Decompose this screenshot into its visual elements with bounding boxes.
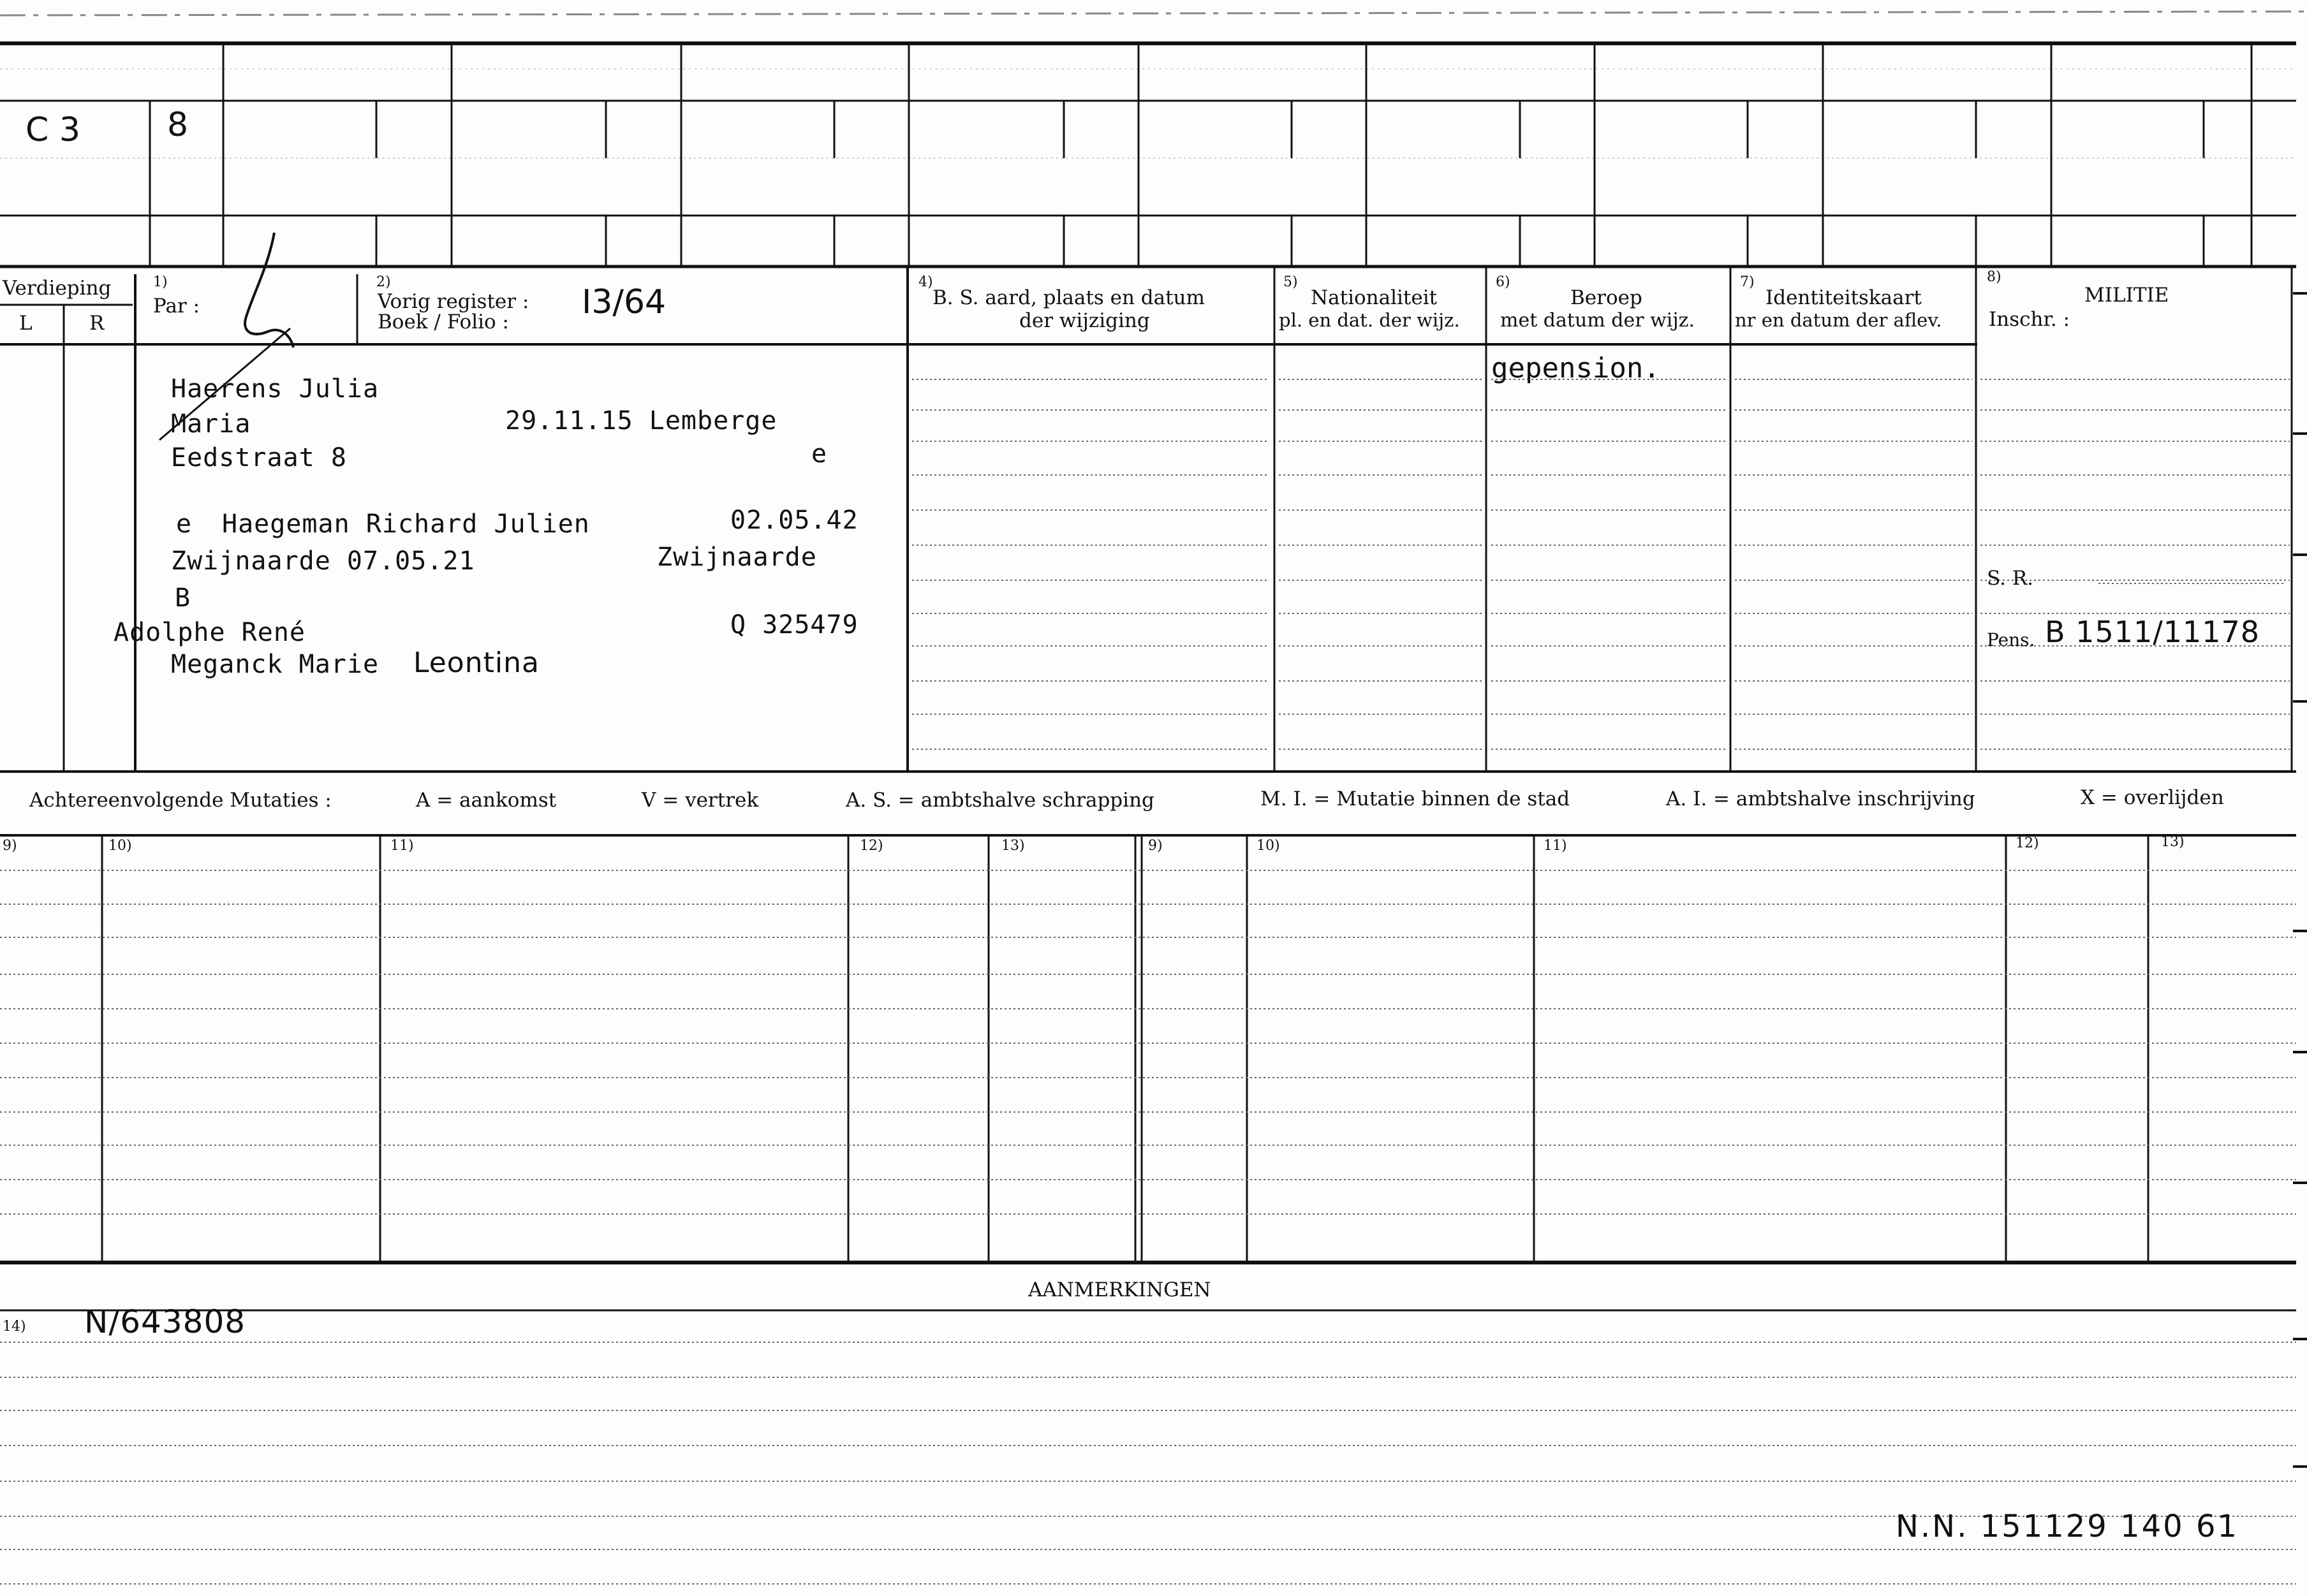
father-name: Adolphe René xyxy=(114,618,306,647)
identiteit-line1: Identiteitskaart xyxy=(1765,286,1922,309)
mutaties-label: Achtereenvolgende Mutaties : xyxy=(29,789,332,812)
person-name-line2: Maria xyxy=(171,409,251,439)
nationaliteit-line1: Nationaliteit xyxy=(1311,286,1438,309)
mutation-column-number: 9) xyxy=(1148,838,1163,854)
note-8: 8) xyxy=(1987,269,2001,285)
note-2: 2) xyxy=(376,274,391,290)
bs-header-line1: B. S. aard, plaats en datum xyxy=(932,286,1205,309)
mutation-column-number: 12) xyxy=(2016,835,2039,851)
note-4: 4) xyxy=(918,274,933,290)
vorig-register-label: Vorig register : xyxy=(378,290,529,313)
mutation-column-number: 11) xyxy=(1544,838,1567,854)
mark-b: B xyxy=(175,583,191,613)
legend-aankomst: A = aankomst xyxy=(416,789,557,812)
mutation-column-number: 13) xyxy=(1001,838,1025,854)
note-1: 1) xyxy=(153,274,168,290)
beroep-line1: Beroep xyxy=(1570,286,1642,309)
nationaliteit-line2: pl. en dat. der wijz. xyxy=(1279,309,1460,331)
spouse-name: Haegeman Richard Julien xyxy=(222,509,590,539)
par-label: Par : xyxy=(153,295,200,318)
mark-e: e xyxy=(811,439,828,469)
mother-name-typed: Meganck Marie xyxy=(171,650,380,679)
column-l-label: L xyxy=(19,312,33,335)
birth-date-place: 29.11.15 Lemberge xyxy=(505,406,778,436)
aanmerkingen-title: AANMERKINGEN xyxy=(1028,1278,1211,1301)
mutation-column-number: 10) xyxy=(108,838,132,854)
note-5: 5) xyxy=(1283,274,1298,290)
spouse-birth: Zwijnaarde 07.05.21 xyxy=(171,546,475,576)
aanmerkingen-entry: N/643808 xyxy=(84,1303,246,1340)
mutation-column-number: 11) xyxy=(390,838,414,854)
legend-ambtshalve-schrapping: A. S. = ambtshalve schrapping xyxy=(846,789,1154,812)
legend-overlijden: X = overlijden xyxy=(2081,786,2224,809)
mutation-column-number: 13) xyxy=(2161,834,2185,850)
column-r-label: R xyxy=(89,312,105,335)
beroep-value: gepension. xyxy=(1491,352,1660,384)
legend-ambtshalve-inschrijving: A. I. = ambtshalve inschrijving xyxy=(1666,787,1975,810)
bs-header-line2: der wijziging xyxy=(1019,309,1150,332)
verdieping-label: Verdieping xyxy=(3,277,112,300)
address: Eedstraat 8 xyxy=(171,443,347,472)
identiteit-line2: nr en datum der aflev. xyxy=(1735,309,1942,331)
legend-mutatie-binnen: M. I. = Mutatie binnen de stad xyxy=(1260,787,1570,810)
marriage-place: Zwijnaarde xyxy=(657,543,817,572)
mutation-column-number: 12) xyxy=(860,838,883,854)
legend-vertrek: V = vertrek xyxy=(642,789,759,812)
person-name-line1: Haerens Julia xyxy=(171,374,380,404)
note-7: 7) xyxy=(1740,274,1755,290)
mutation-column-number: 9) xyxy=(3,838,17,854)
marriage-date: 02.05.42 xyxy=(730,506,859,535)
vorig-register-value: I3/64 xyxy=(582,283,667,321)
inschr-label: Inschr. : xyxy=(1989,308,2070,331)
note-14: 14) xyxy=(3,1319,26,1335)
code-right: 8 xyxy=(167,106,189,144)
sr-label: S. R. xyxy=(1987,567,2034,590)
pens-value: B 1511/11178 xyxy=(2045,615,2260,649)
militie-label: MILITIE xyxy=(2084,284,2169,307)
national-number: N.N. 151129 140 61 xyxy=(1896,1509,2239,1544)
beroep-line2: met datum der wijz. xyxy=(1500,309,1695,332)
reference-number: Q 325479 xyxy=(730,610,859,640)
spouse-prefix: e xyxy=(176,509,193,539)
code-left: C 3 xyxy=(26,111,80,149)
mother-name-handwritten: Leontina xyxy=(413,647,540,679)
boek-folio-label: Boek / Folio : xyxy=(378,311,509,333)
pens-label: Pens. xyxy=(1987,629,2035,650)
mutation-column-number: 10) xyxy=(1257,838,1280,854)
note-6: 6) xyxy=(1496,274,1510,290)
